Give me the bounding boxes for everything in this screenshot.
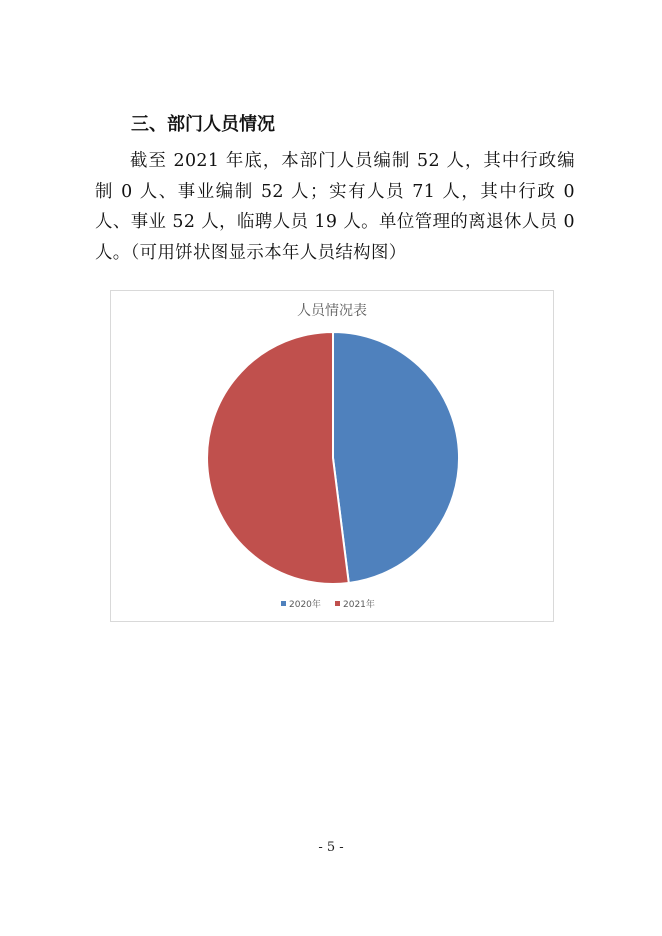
page-number: - 5 - bbox=[318, 840, 344, 855]
section-heading: 三、部门人员情况 bbox=[131, 114, 275, 135]
pie-slices bbox=[207, 332, 459, 584]
legend-swatch-0 bbox=[281, 601, 286, 606]
chart-legend bbox=[281, 598, 375, 610]
chart-title: 人员情况表 bbox=[297, 303, 367, 319]
body-paragraph: 截至 2021 年底，本部门人员编制 52 人，其中行政编制 0 人、事业编制 52 人；实有人员 71 人，其中行政 0 人、事业 52 人，临聘人员 19 人。单位管理的离退休人员 0 人。（可用饼状图显示本年人员结构图） bbox=[95, 151, 575, 263]
pie-slice-1 bbox=[207, 332, 349, 584]
legend-swatch-1 bbox=[335, 601, 340, 606]
legend-label-1: 2021年 bbox=[343, 600, 375, 610]
pie-chart-svg bbox=[111, 291, 553, 621]
pie-chart bbox=[110, 290, 554, 622]
pie-slice-0 bbox=[333, 332, 459, 583]
legend-label-0: 2020年 bbox=[289, 600, 321, 610]
